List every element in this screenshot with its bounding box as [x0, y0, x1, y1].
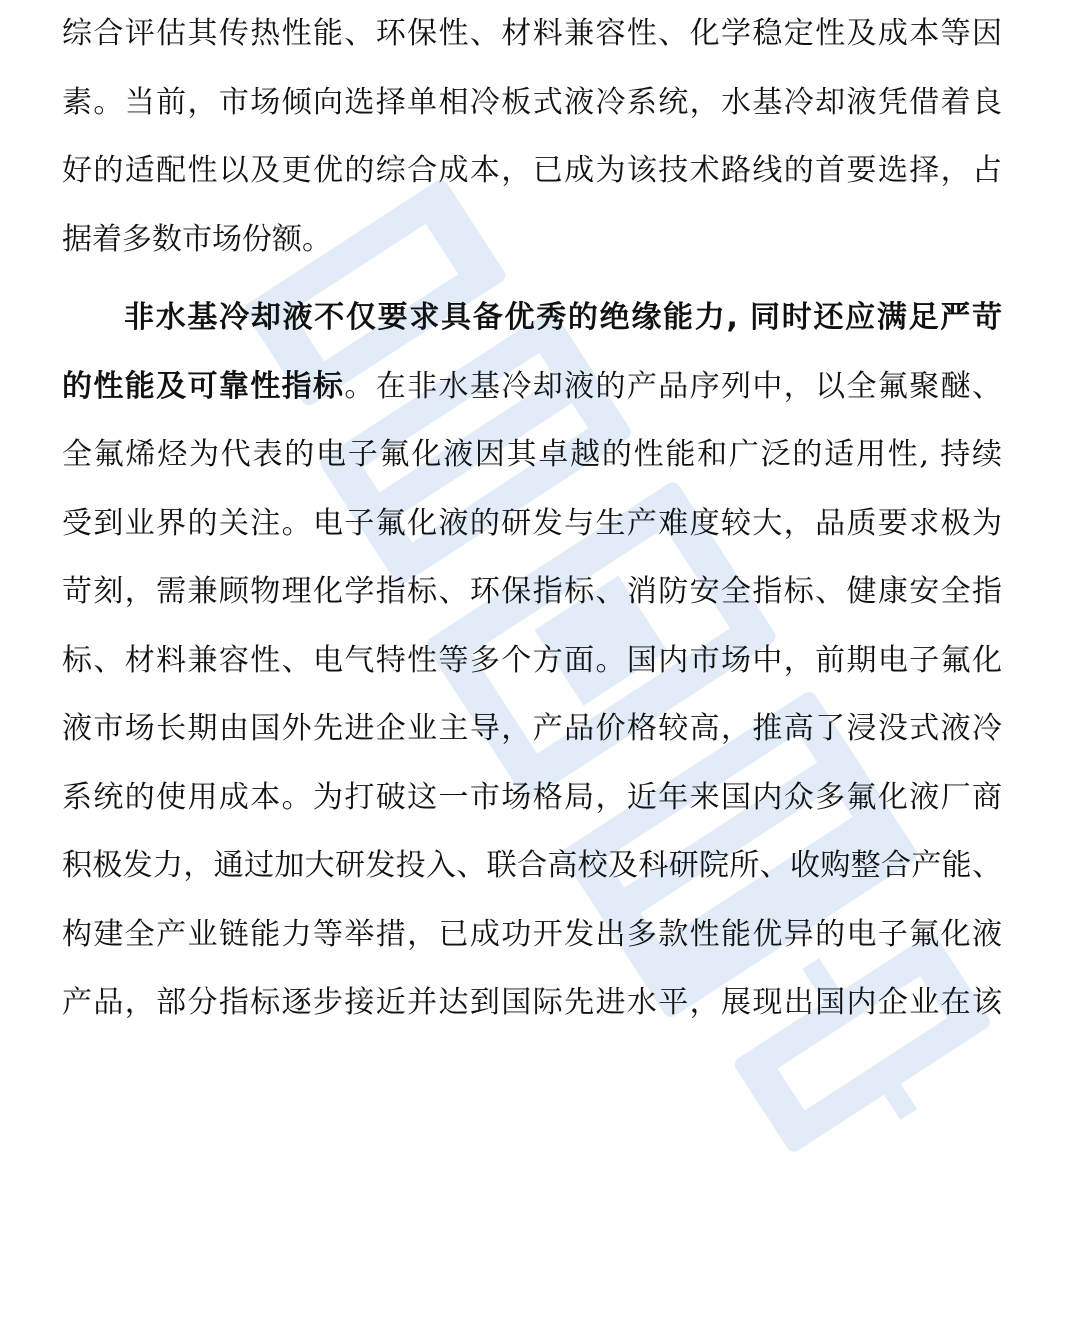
text-line: 素。当前，市场倾向选择单相冷板式液冷系统，水基冷却液凭借着良	[62, 84, 1002, 120]
text-line: 好的适配性以及更优的综合成本，已成为该技术路线的首要选择，占	[62, 153, 1002, 188]
text-line: 据着多数市场份额。	[62, 221, 332, 257]
text-line: 产品，部分指标逐步接近并达到国际先进水平，展现出国内企业在该	[62, 985, 1002, 1020]
document-body	[62, 0, 1002, 1038]
text-line: 综合评估其传热性能、环保性、材料兼容性、化学稳定性及成本等因	[62, 16, 1002, 51]
bold-lead-sentence-end: 的性能及可靠性指标	[62, 368, 345, 404]
text-line: 积极发力，通过加大研发投入、联合高校及科研院所、收购整合产能、	[62, 848, 1002, 883]
text-line-mixed	[62, 353, 1002, 422]
text-line: 苛刻，需兼顾物理化学指标、环保指标、消防安全指标、健康安全指	[62, 574, 1002, 609]
paragraph-2	[62, 284, 1002, 1038]
text-line: 标、材料兼容性、电气特性等多个方面。国内市场中，前期电子氟化	[62, 642, 1002, 678]
text-line: 受到业界的关注。电子氟化液的研发与生产难度较大，品质要求极为	[62, 505, 1002, 541]
bold-lead-sentence: 非水基冷却液不仅要求具备优秀的绝缘能力, 同时还应满足严苛	[124, 300, 1002, 335]
text-line: 液市场长期由国外先进企业主导，产品价格较高，推高了浸没式液冷	[62, 711, 1002, 746]
text-span: 。在非水基冷却液的产品序列中，以全氟聚醚、	[344, 368, 1002, 404]
text-line: 全氟烯烃为代表的电子氟化液因其卓越的性能和广泛的适用性, 持续	[62, 437, 1002, 472]
text-line: 构建全产业链能力等举措，已成功开发出多款性能优异的电子氟化液	[62, 916, 1002, 952]
text-line: 系统的使用成本。为打破这一市场格局，近年来国内众多氟化液厂商	[62, 779, 1002, 815]
paragraph-1	[62, 0, 1002, 274]
